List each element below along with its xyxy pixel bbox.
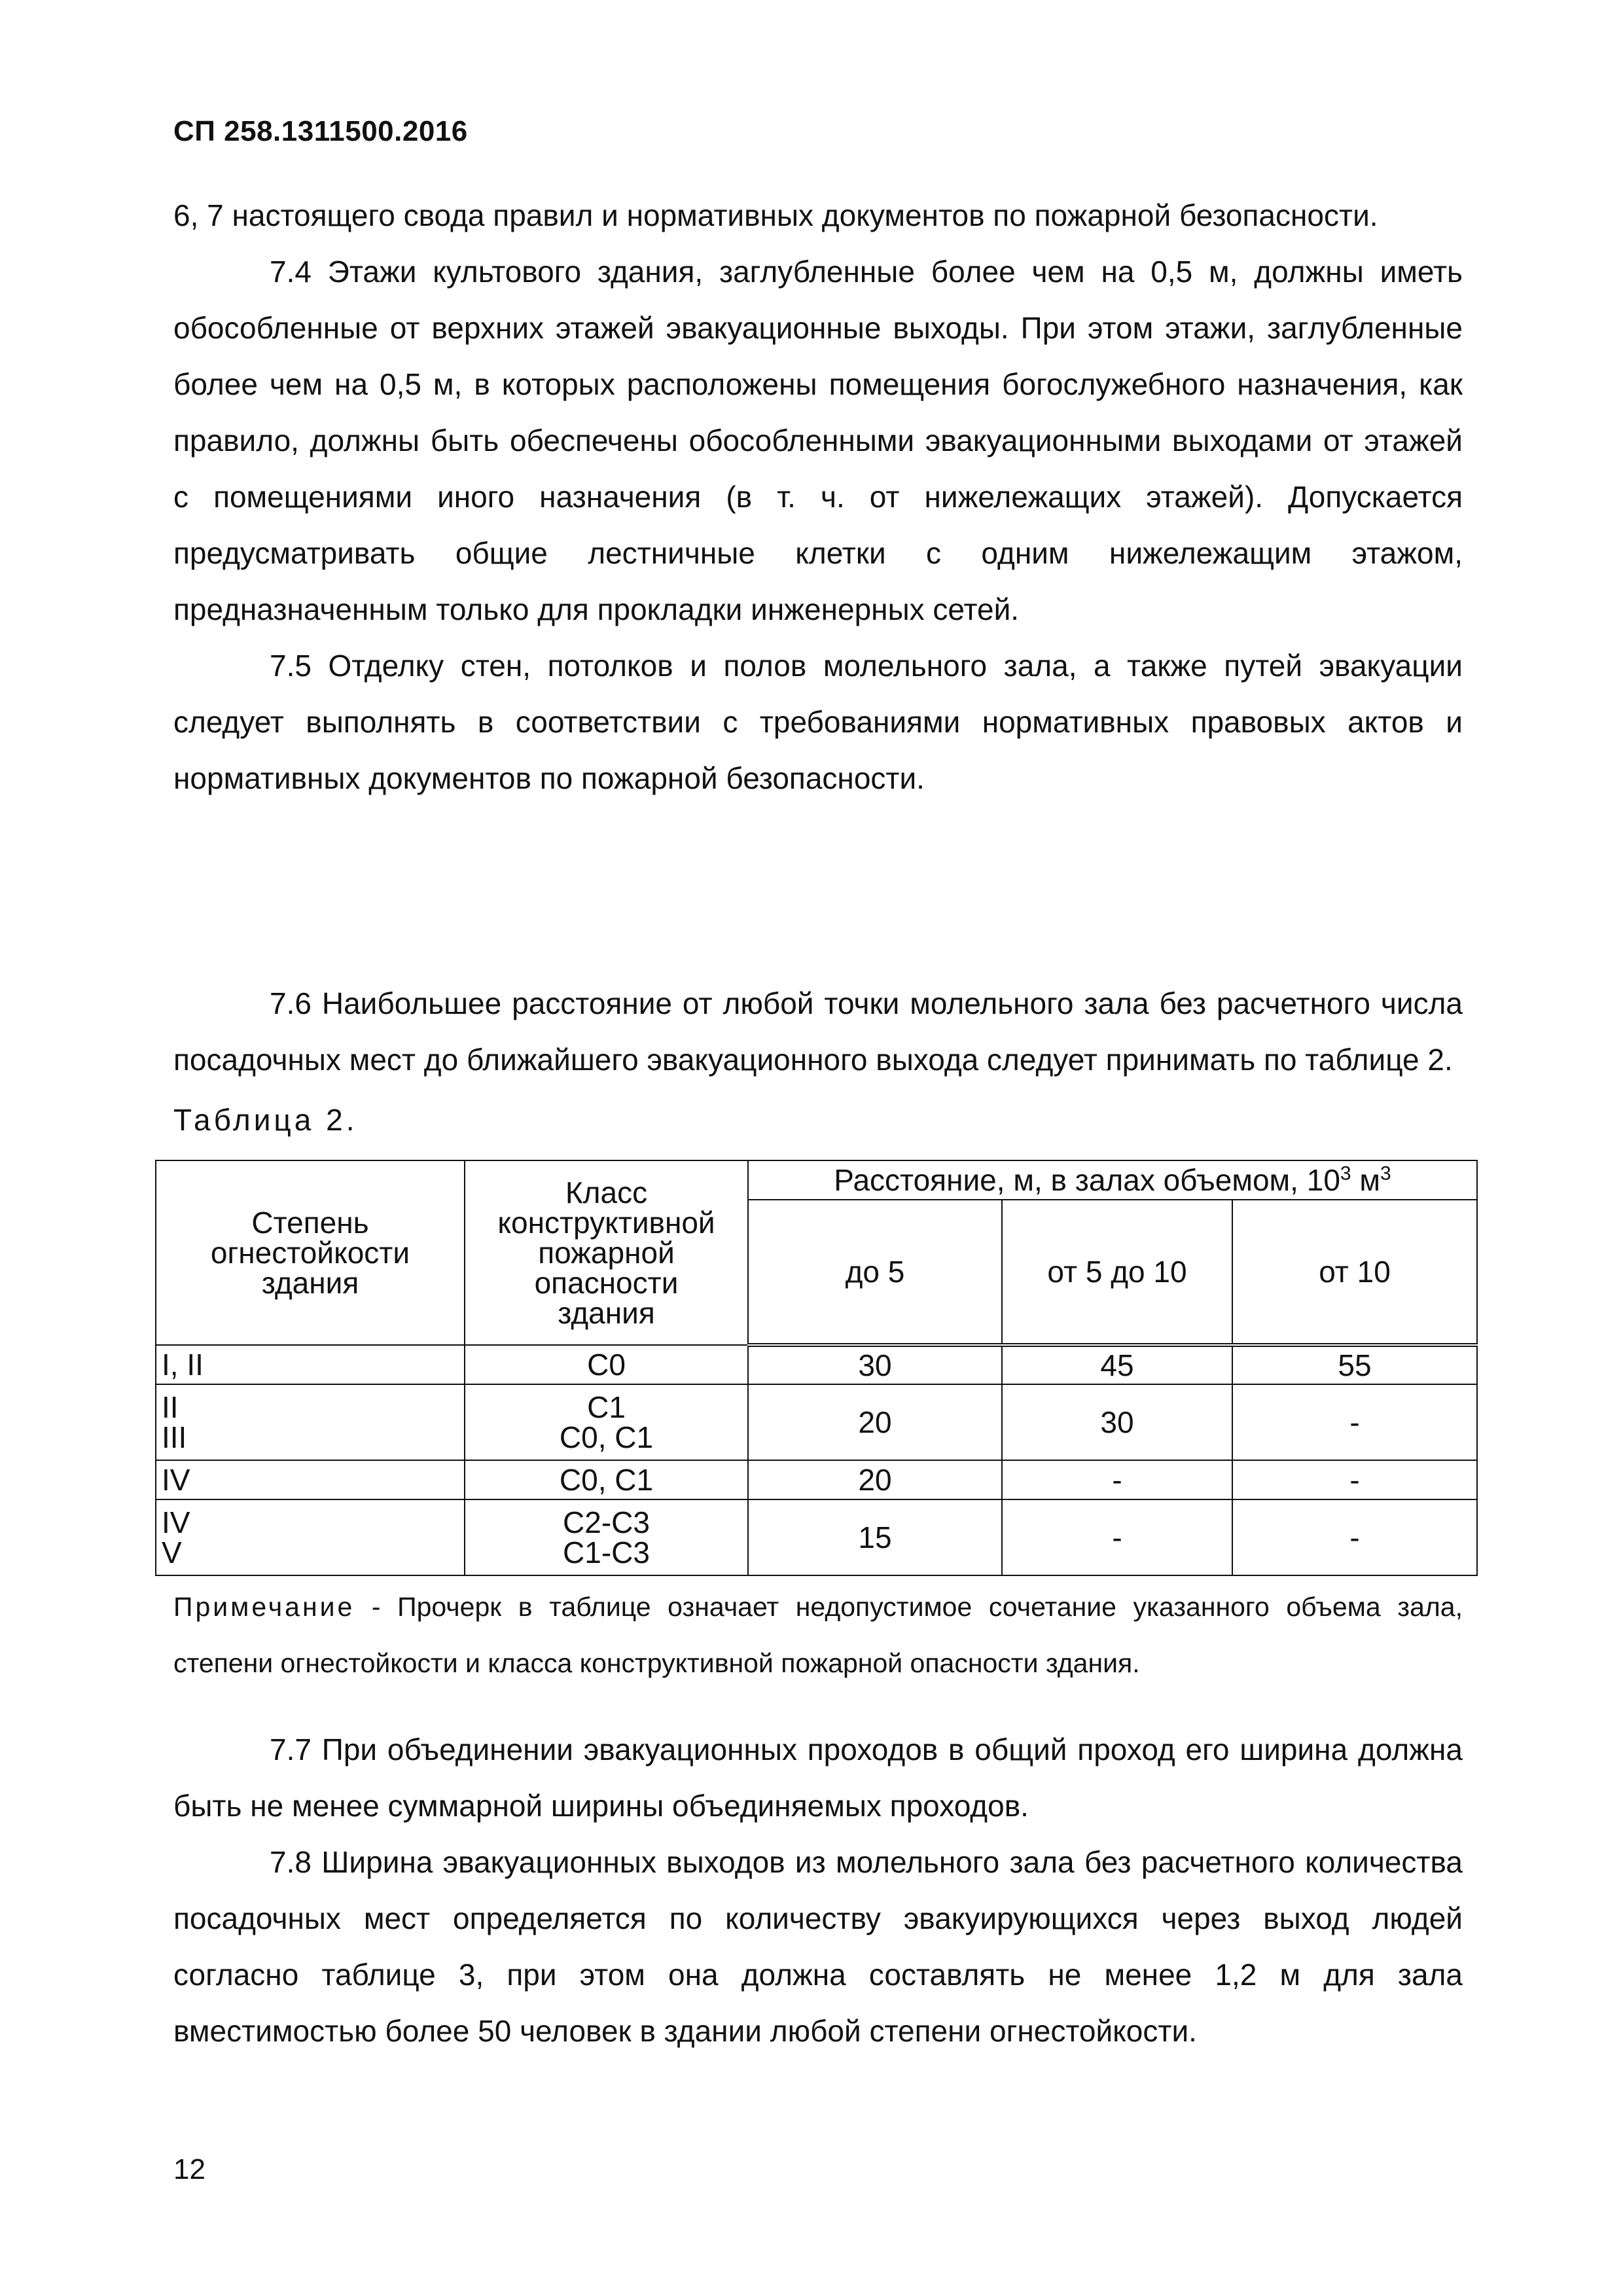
cell-value: - xyxy=(1232,1460,1477,1499)
cell-class xyxy=(465,1384,748,1460)
note-text: - Прочерк в таблице означает недопустимое сочетание указанного объема зала, степени огнестойкости и класса конструктивной пожарной опасности здания. xyxy=(173,1592,1463,1678)
cell-line: С0, С1 xyxy=(559,1463,654,1497)
header-line: опасности xyxy=(534,1266,679,1300)
table-note xyxy=(173,1579,1463,1691)
header-unit: м xyxy=(1351,1163,1380,1197)
body-text-mid xyxy=(173,975,1463,1088)
cell-value: 20 xyxy=(748,1384,1002,1460)
cell-value: 15 xyxy=(748,1499,1002,1575)
header-constructive-class xyxy=(465,1160,748,1345)
table-row xyxy=(156,1345,1477,1384)
header-distance-group xyxy=(748,1160,1477,1200)
header-line: огнестойкости xyxy=(210,1236,410,1270)
cell-degree xyxy=(156,1460,465,1499)
cell-degree xyxy=(156,1384,465,1460)
cell-line: С2-С3 xyxy=(563,1505,650,1539)
note-label: Примечание xyxy=(173,1592,355,1622)
cell-class xyxy=(465,1345,748,1384)
body-text-top xyxy=(173,187,1463,806)
header-line: Степень xyxy=(251,1206,369,1240)
cell-line: II xyxy=(162,1390,179,1424)
cell-line: IV xyxy=(162,1505,190,1539)
paragraph-continuation: 6, 7 настоящего свода правил и нормативных документов по пожарной безопасности. xyxy=(173,198,1378,232)
table-row xyxy=(156,1499,1477,1575)
cell-value: - xyxy=(1002,1499,1232,1575)
cell-line: С1 xyxy=(587,1390,626,1424)
table-row xyxy=(156,1384,1477,1460)
cell-class xyxy=(465,1460,748,1499)
table-caption: Таблица 2. xyxy=(173,1103,358,1137)
header-line: Класс xyxy=(565,1175,648,1210)
cell-value: - xyxy=(1232,1499,1477,1575)
header-line: пожарной xyxy=(538,1236,675,1270)
cell-line: IV xyxy=(162,1463,190,1497)
cell-class xyxy=(465,1499,748,1575)
cell-value: 55 xyxy=(1232,1345,1477,1384)
cell-line: I, II xyxy=(162,1348,204,1382)
header-fire-resistance-degree xyxy=(156,1160,465,1345)
cell-value: 30 xyxy=(1002,1384,1232,1460)
paragraph-7-8: 7.8 Ширина эвакуационных выходов из молельного зала без расчетного количества посадочных мест определяется по количеству эвакуирующихся через выход людей согласно таблице 3, при этом она должна составлять не менее 1,2 м для зала вместимостью более 50 человек в здании любой степени огнестойкости. xyxy=(173,1845,1463,2048)
paragraph-7-6: 7.6 Наибольшее расстояние от любой точки молельного зала без расчетного числа посадочных мест до ближайшего эвакуационного выхода следует принимать по таблице 2. xyxy=(173,986,1463,1077)
header-distance-text: Расстояние, м, в залах объемом, 10 xyxy=(834,1163,1340,1197)
cell-value: - xyxy=(1232,1384,1477,1460)
body-text-bottom xyxy=(173,1721,1463,2059)
cell-line: С0 xyxy=(587,1348,626,1382)
cell-value: 30 xyxy=(748,1345,1002,1384)
document-code-header: СП 258.1311500.2016 xyxy=(173,115,468,147)
header-exp: 3 xyxy=(1340,1162,1351,1185)
cell-line: III xyxy=(162,1420,187,1454)
cell-value: 20 xyxy=(748,1460,1002,1499)
cell-line: С0, С1 xyxy=(559,1420,654,1454)
header-unit-exp: 3 xyxy=(1380,1162,1391,1185)
cell-degree xyxy=(156,1345,465,1384)
table-row xyxy=(156,1460,1477,1499)
cell-degree xyxy=(156,1499,465,1575)
subheader-5-to-10: от 5 до 10 xyxy=(1002,1200,1232,1345)
page-number: 12 xyxy=(173,2153,205,2185)
cell-value: 45 xyxy=(1002,1345,1232,1384)
subheader-up-to-5: до 5 xyxy=(748,1200,1002,1345)
paragraph-7-7: 7.7 При объединении эвакуационных проходов в общий проход его ширина должна быть не менее суммарной ширины объединяемых проходов. xyxy=(173,1732,1463,1823)
paragraph-7-5: 7.5 Отделку стен, потолков и полов молельного зала, а также путей эвакуации следует выполнять в соответствии с требованиями нормативных правовых актов и нормативных документов по пожарной безопасности. xyxy=(173,649,1463,795)
cell-value: - xyxy=(1002,1460,1232,1499)
header-line: конструктивной xyxy=(497,1206,715,1240)
evacuation-distance-table xyxy=(155,1160,1478,1576)
cell-line: С1-С3 xyxy=(563,1535,650,1570)
paragraph-7-4: 7.4 Этажи культового здания, заглубленные более чем на 0,5 м, должны иметь обособленные от верхних этажей эвакуационные выходы. При этом этажи, заглубленные более чем на 0,5 м, в которых расположены помещения богослужебного назначения, как правило, должны быть обеспечены обособленными эвакуационными выходами от этажей с помещениями иного назначения (в т. ч. от нижележащих этажей). Допускается предусматривать общие лестничные клетки с одним нижележащим этажом, предназначенным только для прокладки инженерных сетей. xyxy=(173,255,1463,626)
header-line: здания xyxy=(261,1266,359,1300)
subheader-over-10: от 10 xyxy=(1232,1200,1477,1345)
cell-line: V xyxy=(162,1535,182,1570)
header-line: здания xyxy=(558,1296,655,1330)
